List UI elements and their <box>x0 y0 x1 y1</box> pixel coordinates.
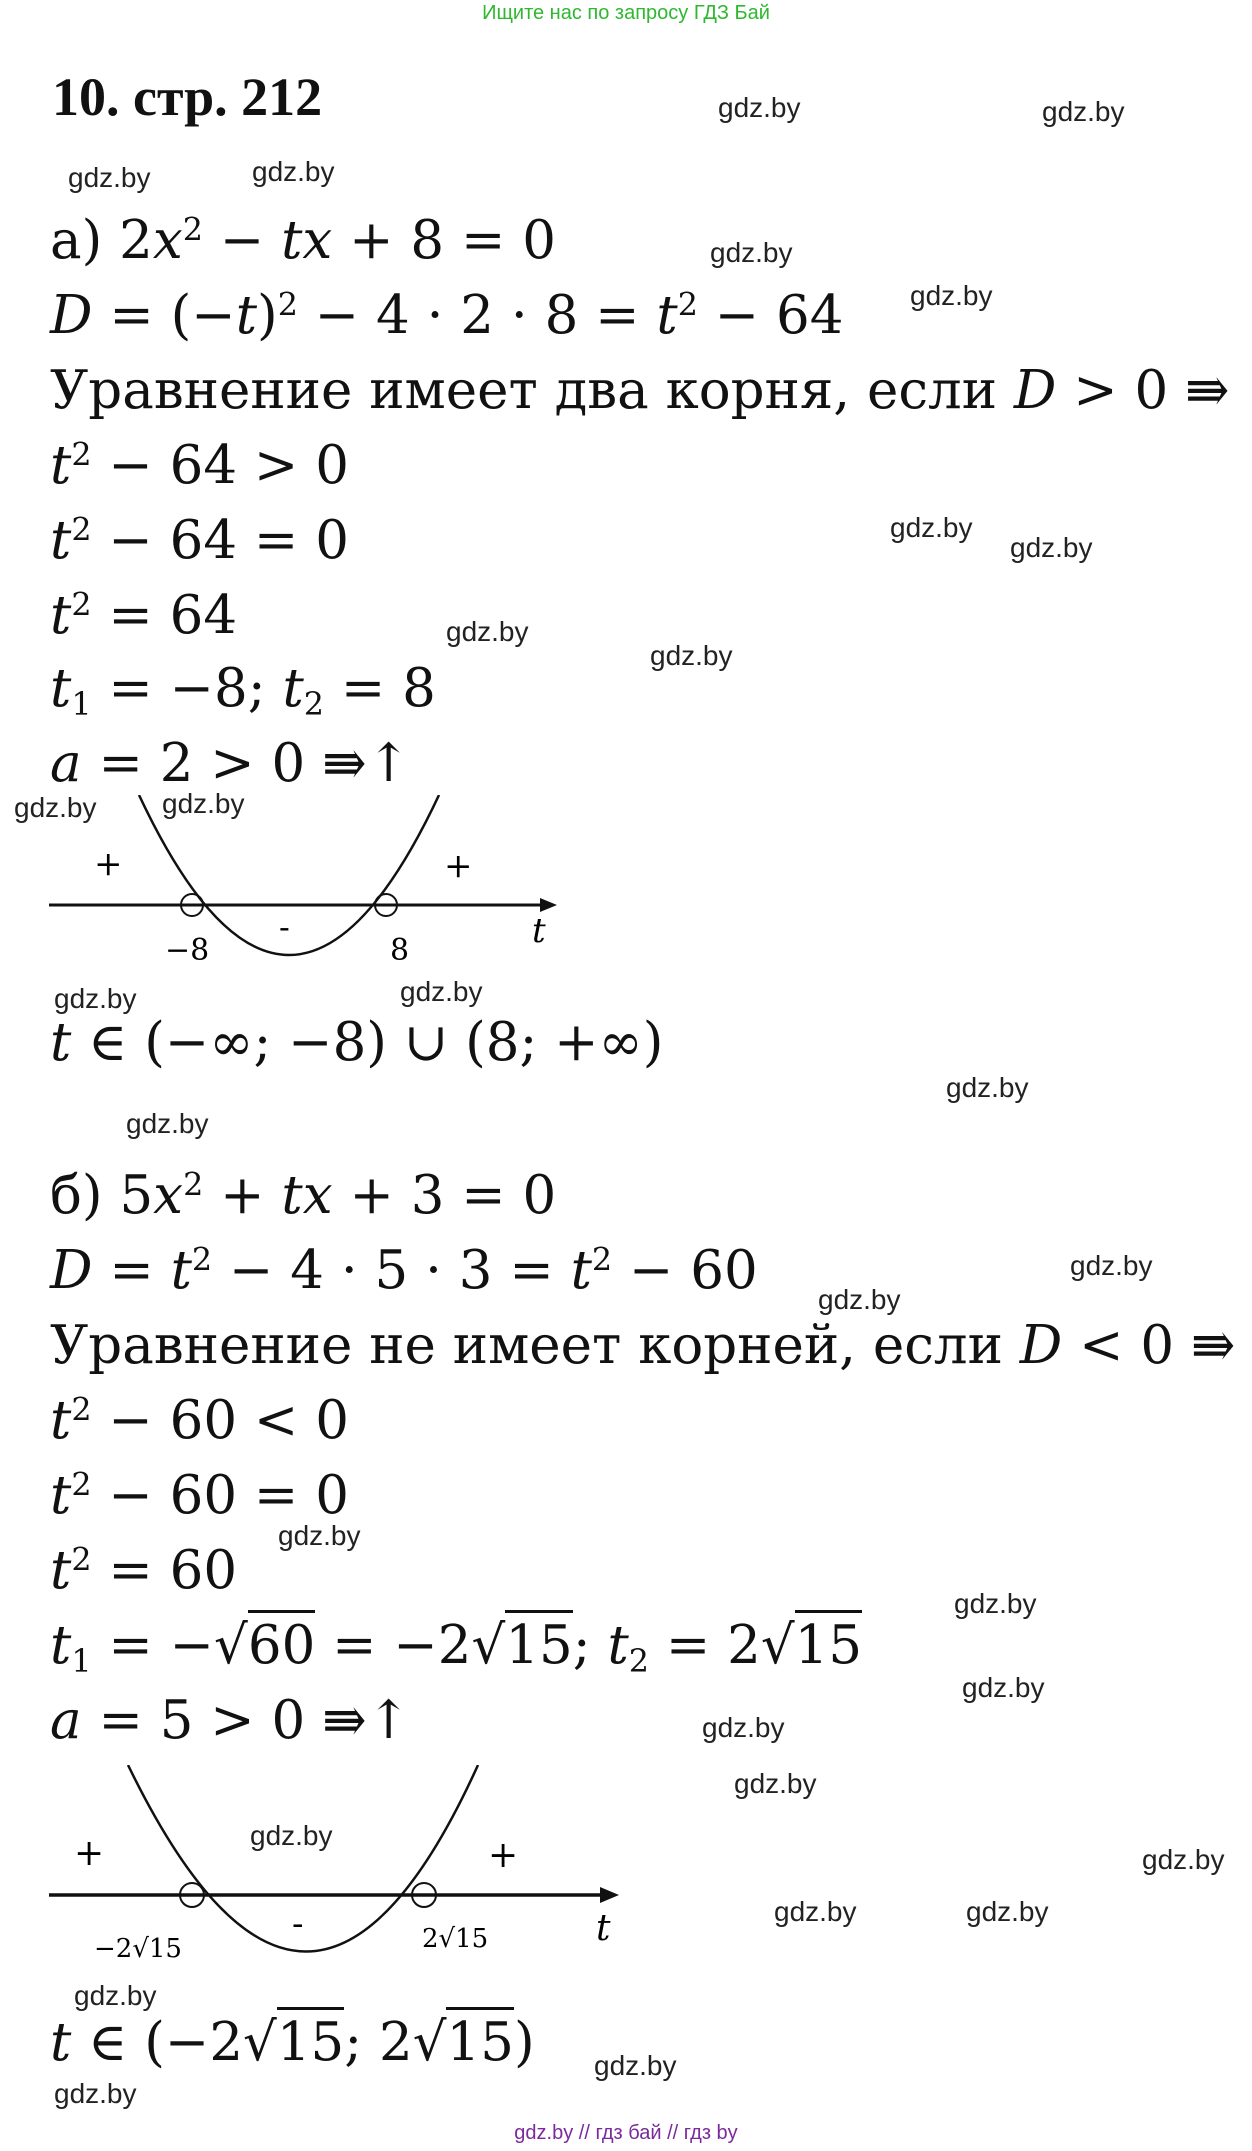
watermark: gdz.by <box>1042 96 1125 127</box>
watermark: gdz.by <box>400 976 483 1007</box>
square-b: $t^2 = 60$ <box>50 1540 238 1601</box>
page-title: 10. стр. 212 <box>52 67 323 127</box>
parabola-graph-a <box>44 795 564 995</box>
axis-label-a: t <box>532 911 546 951</box>
watermark: gdz.by <box>14 792 97 823</box>
minus-a: - <box>279 908 290 946</box>
equation-a: а) $2x^2$ − tx + 8 = 0 <box>50 210 556 271</box>
axis-label-b: t <box>596 1908 611 1949</box>
roots-a: $t_1 = -8$; $t_2 = 8$ <box>50 658 436 723</box>
plus-right-b: + <box>488 1835 519 1876</box>
watermark: gdz.by <box>702 1712 785 1743</box>
answer-a: t ∈ (−∞; −8) ∪ (8; +∞) <box>50 1012 664 1073</box>
plus-left-b: + <box>74 1833 105 1874</box>
watermark: gdz.by <box>946 1072 1029 1103</box>
root-label-right-a: 8 <box>390 933 410 968</box>
root-label-left-b: −2√15 <box>94 1934 182 1964</box>
watermark: gdz.by <box>278 1520 361 1551</box>
root-label-right-b: 2√15 <box>422 1924 489 1954</box>
watermark: gdz.by <box>126 1108 209 1139</box>
watermark: gdz.by <box>966 1896 1049 1927</box>
watermark: gdz.by <box>74 1980 157 2011</box>
watermark: gdz.by <box>774 1896 857 1927</box>
watermark: gdz.by <box>718 92 801 123</box>
condition-a: Уравнение имеет два корня, если D > 0 ⇛ <box>50 360 1230 421</box>
equation-zero-a: $t^2 - 64 = 0$ <box>50 510 349 571</box>
inequality-b: $t^2 - 60 < 0$ <box>50 1390 349 1451</box>
inequality-a: $t^2 - 64 > 0$ <box>50 435 349 496</box>
watermark: gdz.by <box>1142 1844 1225 1875</box>
leading-coefficient-a: a = 2 > 0 ⇛↑ <box>50 733 411 794</box>
top-note: Ищите нас по запросу ГДЗ Бай <box>482 2 770 24</box>
minus-b: - <box>292 1904 304 1944</box>
watermark: gdz.by <box>962 1672 1045 1703</box>
plus-right-a: + <box>444 846 473 886</box>
watermark: gdz.by <box>252 156 335 187</box>
watermark: gdz.by <box>954 1588 1037 1619</box>
watermark: gdz.by <box>68 162 151 193</box>
parabola-graph-b <box>44 1765 644 1995</box>
equation-b: б) $5x^2$ + tx + 3 = 0 <box>50 1165 557 1226</box>
discriminant-b: $D = t^2 - 4 \cdot 5 \cdot 3 = t^2 - 60$ <box>50 1240 758 1301</box>
watermark: gdz.by <box>1070 1250 1153 1281</box>
equation-zero-b: $t^2 - 60 = 0$ <box>50 1465 349 1526</box>
square-a: $t^2 = 64$ <box>50 585 238 646</box>
watermark: gdz.by <box>54 2078 137 2109</box>
watermark: gdz.by <box>910 280 993 311</box>
watermark: gdz.by <box>1010 532 1093 563</box>
footer-note: gdz.by // гдз бай // гдз by <box>514 2122 738 2144</box>
watermark: gdz.by <box>54 983 137 1014</box>
watermark: gdz.by <box>650 640 733 671</box>
watermark: gdz.by <box>734 1768 817 1799</box>
roots-b: $t_1 = -√60 = -2√15$; $t_2 = 2√15$ <box>50 1615 862 1680</box>
watermark: gdz.by <box>890 512 973 543</box>
watermark: gdz.by <box>710 237 793 268</box>
condition-b: Уравнение не имеет корней, если D < 0 ⇛ <box>50 1315 1236 1376</box>
axis-arrow-a <box>540 898 557 912</box>
answer-b: t ∈ (−2√15; 2√15) <box>50 2012 535 2073</box>
discriminant-a: $D = (-t)^2 - 4 \cdot 2 \cdot 8 = t^2 - 64$ <box>50 285 844 346</box>
plus-left-a: + <box>94 844 123 884</box>
axis-arrow-b <box>600 1887 619 1903</box>
watermark: gdz.by <box>162 788 245 819</box>
root-label-left-a: −8 <box>165 933 210 968</box>
leading-coefficient-b: a = 5 > 0 ⇛↑ <box>50 1690 411 1751</box>
watermark: gdz.by <box>446 616 529 647</box>
watermark: gdz.by <box>250 1820 333 1851</box>
watermark: gdz.by <box>818 1284 901 1315</box>
watermark: gdz.by <box>594 2050 677 2081</box>
